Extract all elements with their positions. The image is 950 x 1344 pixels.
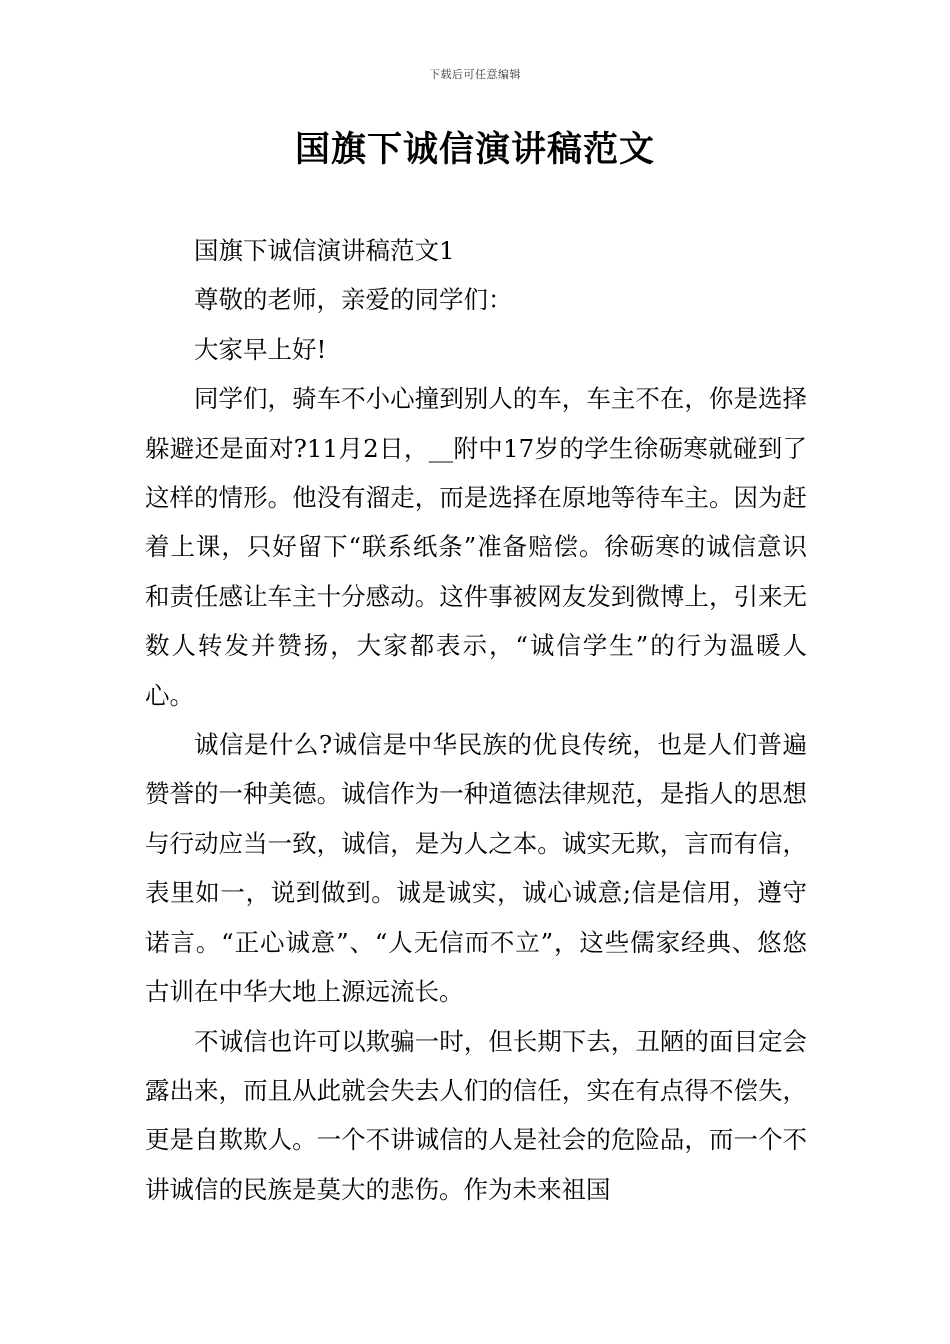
document-title: 国旗下诚信演讲稿范文 xyxy=(294,129,655,170)
paragraph-body: 同学们，骑车不小心撞到别人的车，车主不在，你是选择躲避还是面对?11月2日，__附中17岁的学生徐砺寒就碰到了这样的情形。他没有溜走，而是选择在原地等待车主。因为赶着上课，只好留下“联系纸条”准备赔偿。徐砺寒的诚信意识和责任感让车主十分感动。这件事被网友发到微博上，引来无数人转发并赞扬，大家都表示，“诚信学生”的行为温暖人心。 xyxy=(145,384,807,710)
paragraph-greeting: 大家早上好! xyxy=(194,334,327,364)
paragraph-body: 诚信是什么?诚信是中华民族的优良传统，也是人们普遍赞誉的一种美德。诚信作为一种道德法律规范，是指人的思想与行动应当一致，诚信，是为人之本。诚实无欺，言而有信，表里如一，说到做到。诚是诚实，诚心诚意;信是信用，遵守诺言。“正心诚意”、“人无信而不立”，这些儒家经典、悠悠古训在中华大地上源远流长。 xyxy=(145,730,807,1007)
paragraph-body: 不诚信也许可以欺骗一时，但长期下去，丑陋的面目定会露出来，而且从此就会失去人们的信任，实在有点得不偿失，更是自欺欺人。一个不讲诚信的人是社会的危险品，而一个不讲诚信的民族是莫大的悲伤。作为未来祖国 xyxy=(145,1026,807,1204)
paragraph-salutation: 尊敬的老师，亲爱的同学们： xyxy=(194,285,513,315)
document-body xyxy=(145,226,807,1214)
header-note: 下载后可任意编辑 xyxy=(429,68,521,81)
paragraph-subtitle: 国旗下诚信演讲稿范文1 xyxy=(194,236,455,265)
